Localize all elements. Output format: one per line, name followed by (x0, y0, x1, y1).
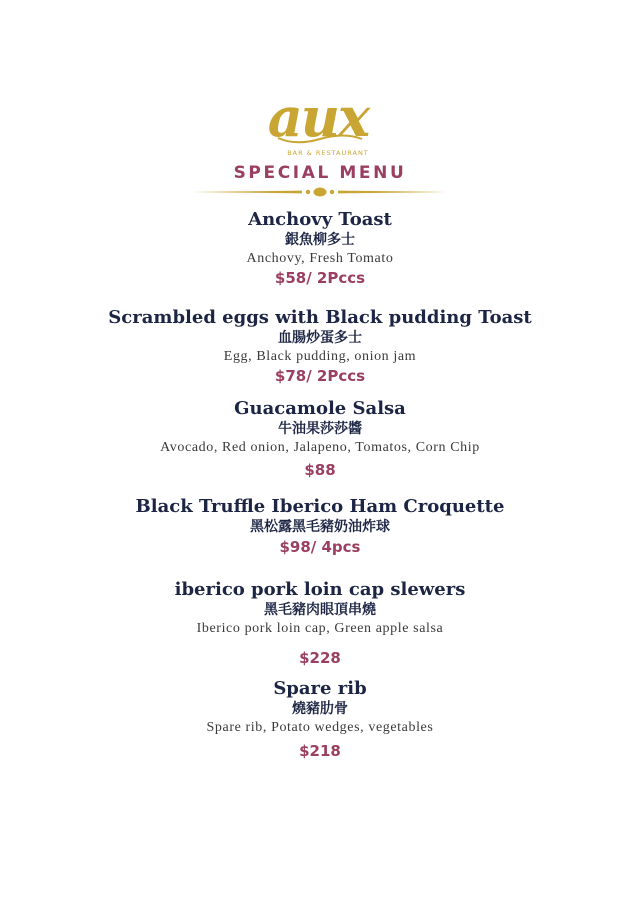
menu-heading: SPECIAL MENU (233, 163, 407, 183)
menu-item (20, 209, 620, 288)
item-name: Black Truffle Iberico Ham Croquette (135, 496, 505, 517)
item-price: $58/ 2Pccs (274, 269, 366, 287)
item-name-chinese: 燒豬肋骨 (292, 701, 348, 717)
logo-tagline: BAR & RESTAURANT (287, 149, 369, 157)
item-name: iberico pork loin cap slewers (174, 579, 466, 600)
item-name: Scrambled eggs with Black pudding Toast (108, 307, 532, 328)
item-price: $78/ 2Pccs (274, 367, 366, 385)
menu-item (20, 398, 620, 480)
item-name-chinese: 黑毛豬肉眼頂串燒 (264, 602, 376, 618)
item-name-chinese: 血腸炒蛋多士 (278, 330, 362, 346)
logo-wordmark: aux (267, 85, 369, 149)
item-price: $228 (299, 649, 341, 667)
item-name: Anchovy Toast (248, 209, 392, 230)
item-name: Spare rib (273, 678, 367, 699)
menu-item (20, 579, 620, 668)
item-name: Guacamole Salsa (234, 398, 406, 419)
menu-item (20, 496, 620, 557)
menu-item (20, 307, 620, 386)
item-price: $88 (304, 461, 336, 479)
item-description: Avocado, Red onion, Jalapeno, Tomatos, Corn Chip (160, 440, 480, 455)
item-description: Anchovy, Fresh Tomato (246, 251, 394, 266)
menu-item (20, 678, 620, 761)
item-description: Spare rib, Potato wedges, vegetables (206, 720, 434, 735)
aux-logo (262, 84, 378, 160)
item-description: Egg, Black pudding, onion jam (223, 349, 417, 364)
item-name-chinese: 銀魚柳多士 (285, 232, 355, 248)
item-price: $98/ 4pcs (279, 538, 361, 556)
item-name-chinese: 黑松露黑毛豬奶油炸球 (250, 519, 390, 535)
item-price: $218 (299, 742, 341, 760)
item-description: Iberico pork loin cap, Green apple salsa (196, 621, 444, 636)
ornamental-divider (192, 185, 448, 199)
item-name-chinese: 牛油果莎莎醬 (278, 421, 362, 437)
